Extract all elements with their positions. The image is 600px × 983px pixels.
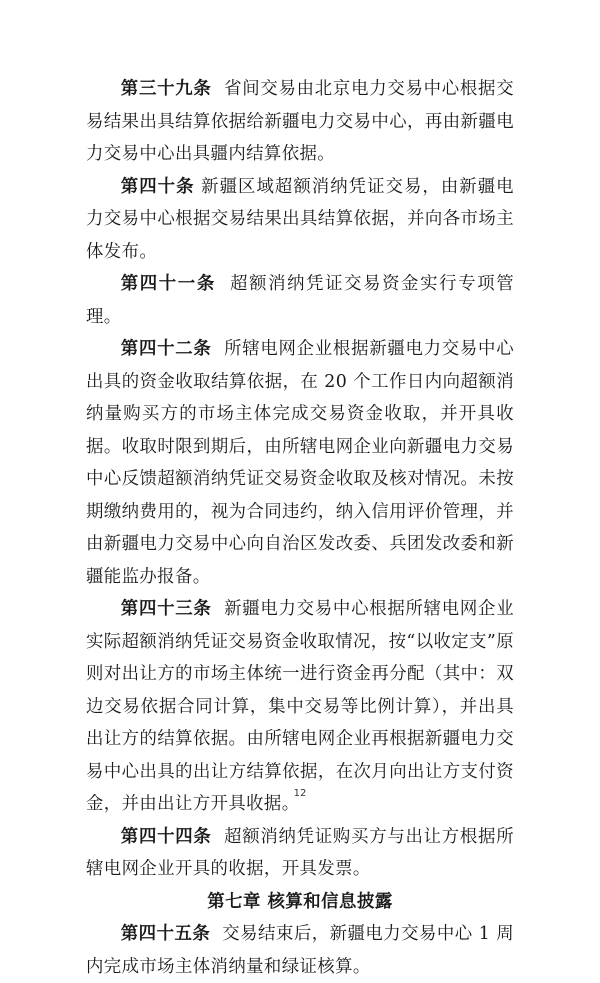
- article-label: 第四十一条: [120, 274, 216, 294]
- article-39: [86, 73, 514, 171]
- article-label: 第四十二条: [120, 339, 212, 359]
- article-label: 第四十四条: [120, 826, 212, 847]
- article-label: 第四十五条: [120, 924, 211, 944]
- document-body: [86, 73, 514, 983]
- article-40: [86, 171, 514, 269]
- chapter-heading: 第七章 核算和信息披露: [207, 891, 393, 912]
- article-text: 省间交易由北京电力交易中心根据交易结果出具结算依据给新疆电力交易中心，再由新疆电力交易中心出具疆内结算依据。: [86, 79, 514, 164]
- article-text: 超额消纳凭证购买方与出让方根据所辖电网企业开具的收据，开具发票。: [86, 826, 514, 879]
- article-41: [86, 268, 514, 333]
- article-text: 超额消纳凭证交易资金实行专项管理。: [86, 274, 514, 327]
- page-number: 12: [293, 788, 307, 799]
- article-text: 交易结束后，新疆电力交易中心 1 周内完成市场主体消纳量和绿证核算。: [86, 924, 514, 977]
- article-text: 新疆电力交易中心根据所辖电网企业实际超额消纳凭证交易资金收取情况，按“以收定支”原则对出让方的市场主体统一进行资金再分配（其中：双边交易依据合同计算，集中交易等比例计算），并出具出让方的结算依据。由所辖电网企业再根据新疆电力交易中心出具的出让方结算依据，在次月向出让方支付资金，并由出让方开具收据。: [86, 599, 514, 814]
- article-44: [86, 821, 514, 886]
- article-43: [86, 593, 514, 821]
- article-45: [86, 918, 514, 983]
- article-text: 所辖电网企业根据新疆电力交易中心出具的资金收取结算依据，在 20 个工作日内向超额消纳量购买方的市场主体完成交易资金收取，并开具收据。收取时限到期后，由所辖电网企业向新疆电力交易中心反馈超额消纳凭证交易资金收取及核对情况。未按期缴纳费用的，视为合同违约，纳入信用评价管理，并由新疆电力交易中心向自治区发改委、兵团发改委和新疆能监办报备。: [86, 339, 514, 587]
- article-text: 新疆区域超额消纳凭证交易，由新疆电力交易中心根据交易结果出具结算依据，并向各市场主体发布。: [86, 176, 514, 262]
- article-42: [86, 333, 514, 593]
- article-label: 第三十九条: [120, 79, 212, 99]
- article-label: 第四十条: [120, 176, 195, 197]
- article-label: 第四十三条: [120, 599, 212, 619]
